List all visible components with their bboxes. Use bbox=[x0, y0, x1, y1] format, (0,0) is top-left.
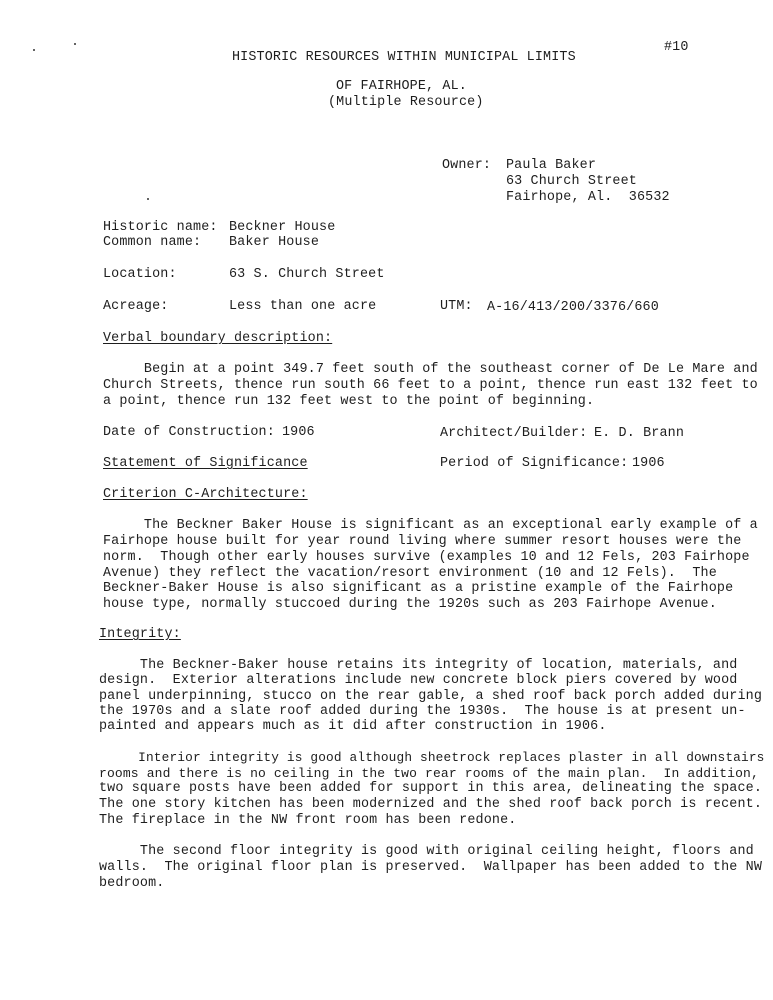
period-value: 1906 bbox=[632, 456, 665, 471]
criterion-line: norm. Though other early houses survive (examples 10 and 12 Fels, 203 Fairhope bbox=[103, 550, 750, 565]
utm-value: A-16/413/200/3376/660 bbox=[487, 300, 659, 315]
acreage-value: Less than one acre bbox=[229, 299, 377, 314]
common-name-value: Baker House bbox=[229, 235, 320, 250]
historic-name-label: Historic name: bbox=[103, 220, 218, 235]
criterion-line: Avenue) they reflect the vacation/resort environment (10 and 12 Fels). The bbox=[103, 566, 717, 581]
location-value: 63 S. Church Street bbox=[229, 267, 385, 282]
construction-date-value: 1906 bbox=[282, 425, 315, 440]
owner-street: 63 Church Street bbox=[506, 174, 637, 189]
document-title-line2: OF FAIRHOPE, AL. bbox=[336, 79, 467, 94]
integrity-para2-line: two square posts have been added for support in this area, delineating the space. bbox=[99, 781, 763, 796]
location-label: Location: bbox=[103, 267, 177, 282]
architect-value: E. D. Brann bbox=[594, 426, 685, 441]
integrity-para3-line: bedroom. bbox=[99, 876, 165, 891]
scan-speck bbox=[74, 43, 76, 45]
utm-label: UTM: bbox=[440, 299, 473, 314]
document-title-line3: (Multiple Resource) bbox=[328, 95, 484, 110]
acreage-label: Acreage: bbox=[103, 299, 169, 314]
common-name-label: Common name: bbox=[103, 235, 202, 250]
boundary-heading: Verbal boundary description: bbox=[103, 331, 333, 346]
owner-name: Paula Baker bbox=[506, 158, 597, 173]
integrity-para3-line: walls. The original floor plan is preserved. Wallpaper has been added to the NW bbox=[99, 860, 763, 875]
integrity-para2-line: Interior integrity is good although sheetrock replaces plaster in all downstairs bbox=[99, 750, 765, 765]
owner-label: Owner: bbox=[442, 158, 492, 173]
integrity-para1-line: the 1970s and a slate roof added during the 1930s. The house is at present un- bbox=[99, 704, 746, 719]
integrity-para1-line: The Beckner-Baker house retains its integrity of location, materials, and bbox=[99, 658, 738, 673]
period-label: Period of Significance: bbox=[440, 456, 629, 471]
boundary-line: a point, thence run 132 feet west to the point of beginning. bbox=[103, 394, 595, 409]
scan-speck bbox=[147, 198, 149, 200]
integrity-para3-line: The second floor integrity is good with original ceiling height, floors and bbox=[99, 844, 754, 859]
criterion-line: Fairhope house built for year round living where summer resort houses were the bbox=[103, 534, 742, 549]
historic-name-value: Beckner House bbox=[229, 220, 336, 235]
construction-date-label: Date of Construction: bbox=[103, 425, 275, 440]
boundary-line: Church Streets, thence run south 66 feet to a point, thence run east 132 feet to bbox=[103, 378, 758, 393]
integrity-para2-line: The one story kitchen has been modernized and the shed roof back porch is recent. bbox=[99, 797, 763, 812]
criterion-line: The Beckner Baker House is significant as an exceptional early example of a bbox=[103, 518, 758, 533]
criterion-line: Beckner-Baker House is also significant as a pristine example of the Fairhope bbox=[103, 581, 734, 596]
document-title-line1: HISTORIC RESOURCES WITHIN MUNICIPAL LIMITS bbox=[232, 50, 576, 65]
page-number: #10 bbox=[664, 40, 689, 55]
integrity-heading: Integrity: bbox=[99, 627, 181, 642]
owner-city: Fairhope, Al. 36532 bbox=[506, 190, 670, 205]
scan-speck bbox=[33, 49, 35, 51]
integrity-para2-line: rooms and there is no ceiling in the two rear rooms of the main plan. In addition, bbox=[99, 766, 759, 781]
significance-heading: Statement of Significance bbox=[103, 456, 308, 471]
integrity-para1-line: panel underpinning, stucco on the rear gable, a shed roof back porch added during bbox=[99, 689, 763, 704]
architect-label: Architect/Builder: bbox=[440, 426, 588, 441]
integrity-para1-line: painted and appears much as it did after construction in 1906. bbox=[99, 719, 607, 734]
integrity-para1-line: design. Exterior alterations include new concrete block piers covered by wood bbox=[99, 673, 738, 688]
criterion-heading: Criterion C-Architecture: bbox=[103, 487, 308, 502]
criterion-line: house type, normally stuccoed during the 1920s such as 203 Fairhope Avenue. bbox=[103, 597, 717, 612]
boundary-line: Begin at a point 349.7 feet south of the southeast corner of De Le Mare and bbox=[103, 362, 758, 377]
integrity-para2-line: The fireplace in the NW front room has been redone. bbox=[99, 813, 517, 828]
